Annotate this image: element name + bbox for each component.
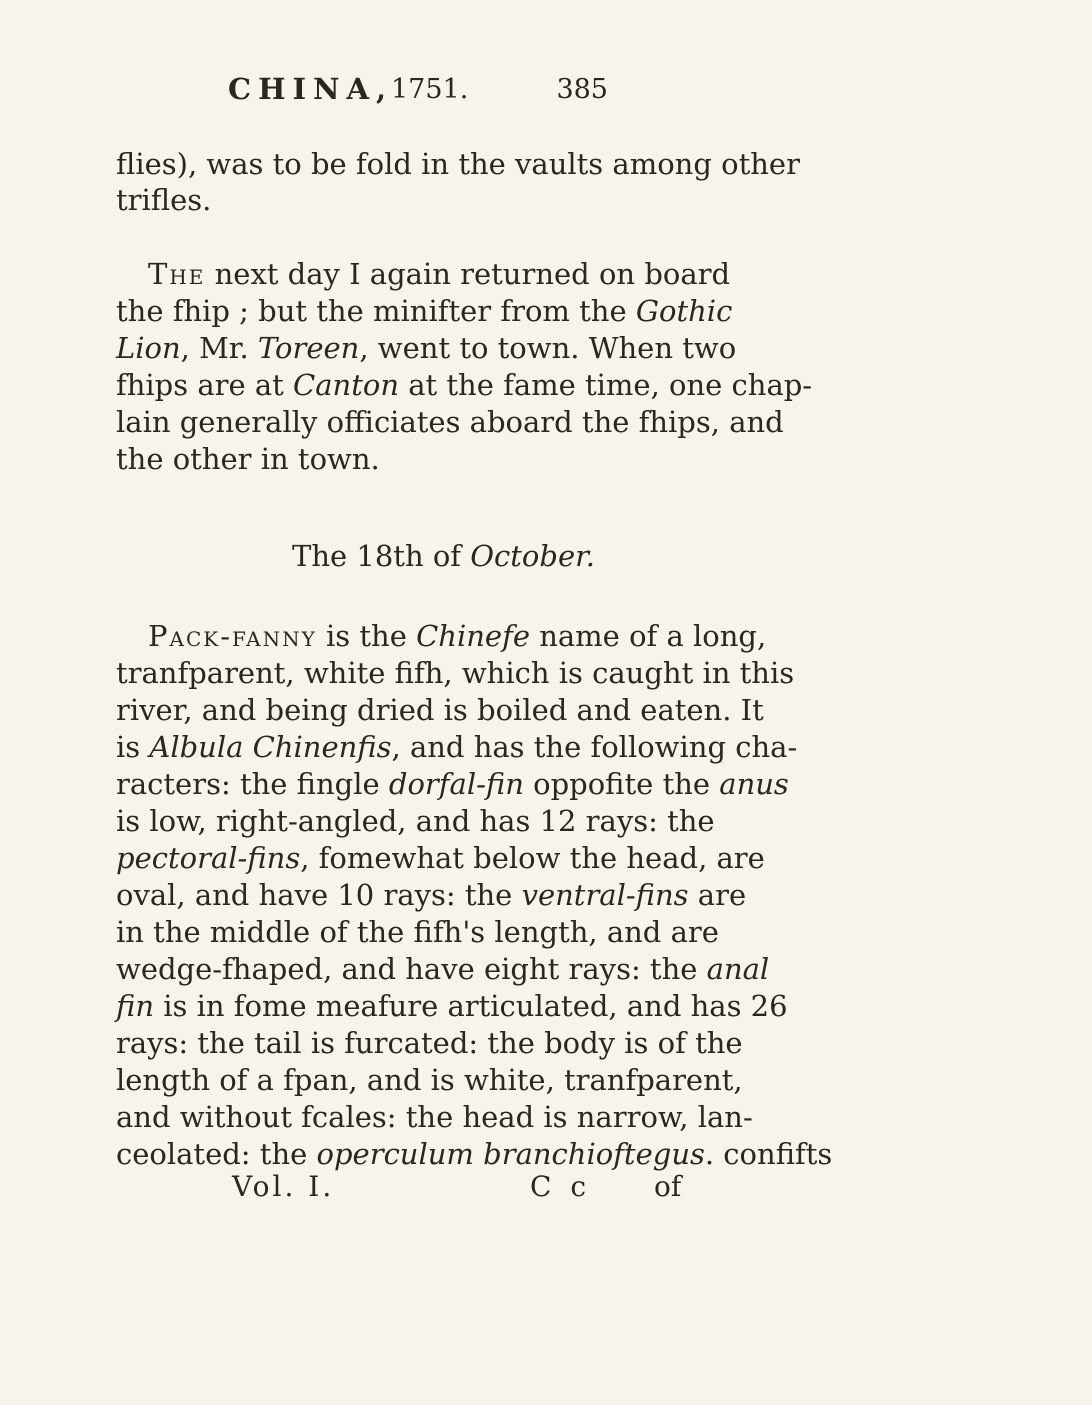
catchword: of (654, 1170, 682, 1203)
volume-label: Vol. I. (232, 1170, 335, 1203)
text-line: the other in town. (116, 442, 380, 476)
text-line: and without fcales: the head is narrow, lan- (116, 1100, 753, 1134)
signature-mark: C c (530, 1170, 592, 1203)
paragraph-lead-word: The (148, 257, 206, 291)
text-line: tranfparent, white fifh, which is caught in this (116, 656, 795, 690)
person-name: Toreen (257, 331, 360, 365)
text-line: the fhip ; but the minifter from the Gothic (116, 294, 733, 328)
text-line: in the middle of the fifh's length, and are (116, 915, 719, 949)
running-header (228, 68, 608, 118)
text-line: Lion, Mr. Toreen, went to town. When two (116, 331, 737, 365)
text-line: pectoral-fins, fomewhat below the head, are (116, 841, 765, 875)
header-year: 1751. (391, 74, 469, 105)
page-number: 385 (556, 74, 608, 105)
text-line: racters: the fingle dorfal-fin oppofite the anus (116, 767, 789, 801)
text-line: flies), was to be fold in the vaults among other (116, 147, 800, 181)
text-line: is Albula Chinenfis, and has the following cha- (116, 730, 798, 764)
text-line: is low, right-angled, and has 12 rays: the (116, 804, 715, 838)
text-line: fhips are at Canton at the fame time, one chap- (116, 368, 813, 402)
text-line: wedge-fhaped, and have eight rays: the anal (116, 952, 770, 986)
text-line: trifles. (116, 183, 212, 217)
text-line: Pack-fanny is the Chinefe name of a long, (148, 619, 767, 653)
text-line: fin is in fome meafure articulated, and has 26 (116, 989, 788, 1023)
text-line: oval, and have 10 rays: the ventral-fins are (116, 878, 747, 912)
text-line: ceolated: the operculum branchioftegus. confifts (116, 1137, 833, 1171)
species-name: Albula Chinenfis (149, 730, 392, 764)
place-name: Gothic (635, 294, 733, 328)
text-line: length of a fpan, and is white, tranfparent, (116, 1063, 743, 1097)
header-title: CHINA, (228, 72, 394, 106)
place-name: Lion (116, 331, 181, 365)
date-heading: The 18th of October. (292, 539, 596, 573)
paragraph-lead-word: Pack-fanny (148, 619, 317, 653)
page-footer (0, 1170, 800, 1210)
text-line: river, and being dried is boiled and eaten. It (116, 693, 764, 727)
place-name: Canton (293, 368, 399, 402)
text-line: The next day I again returned on board (148, 257, 731, 291)
text-line: lain generally officiates aboard the fhips, and (116, 405, 784, 439)
text-line: rays: the tail is furcated: the body is of the (116, 1026, 743, 1060)
